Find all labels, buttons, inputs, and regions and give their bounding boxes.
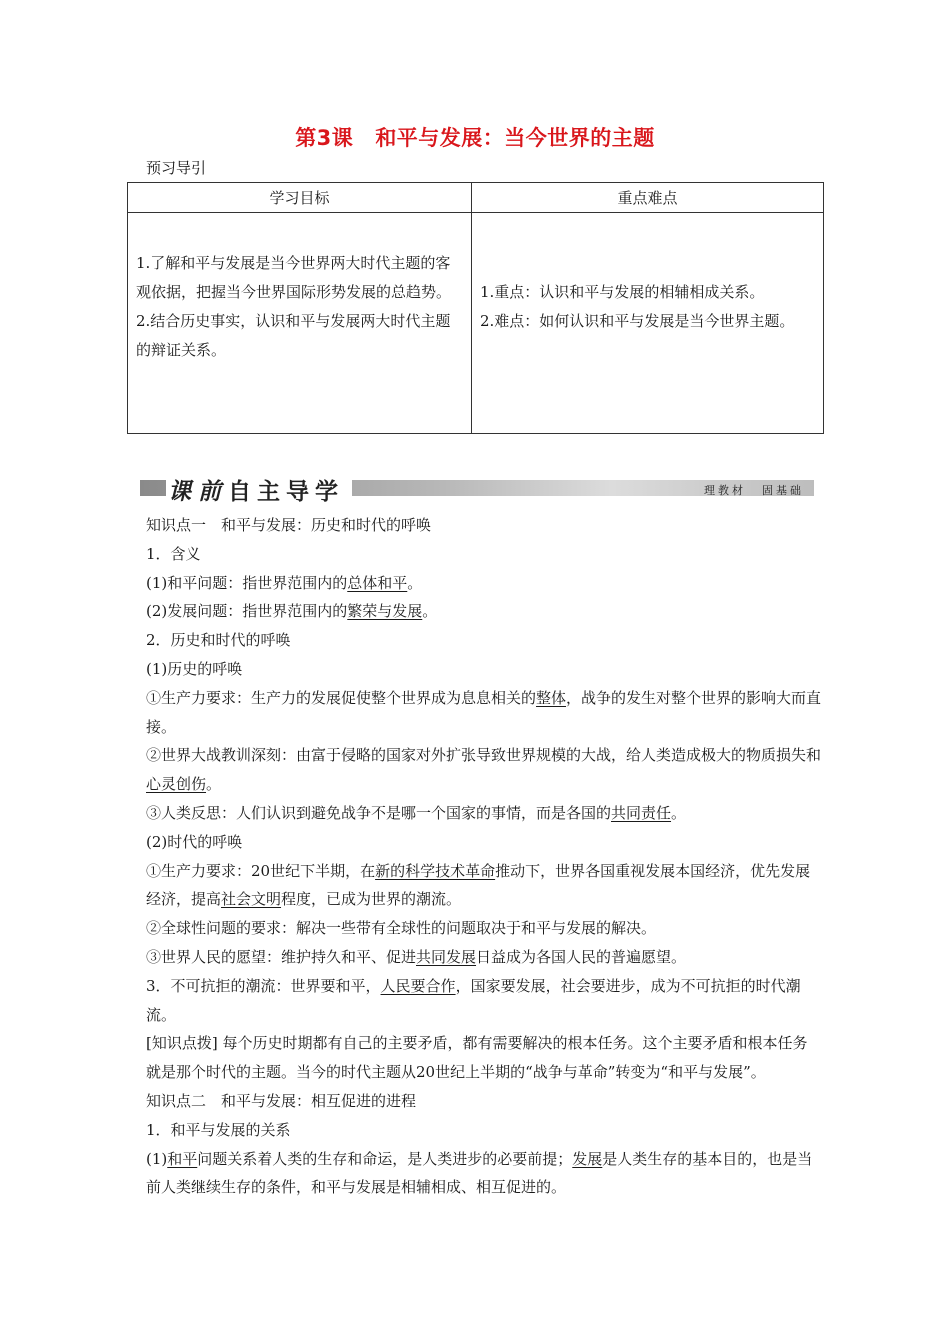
paragraph: ②全球性问题的要求：解决一些带有全球性的问题取决于和平与发展的解决。 (146, 919, 657, 938)
goals-table (127, 182, 824, 434)
key-term: 新的科学技术革命 (375, 861, 496, 880)
key-term: 共同发展 (416, 947, 477, 966)
subheading: 1．含义 (146, 544, 201, 563)
paragraph: ②世界大战教训深刻：由富于侵略的国家对外扩张导致世界规模的大战，给人类造成极大的物质损失和心灵创伤。 (146, 746, 822, 794)
key-point-item: 2.难点：如何认识和平与发展是当今世界主题。 (480, 312, 795, 330)
paragraph: (2)发展问题：指世界范围内的繁荣与发展。 (146, 602, 438, 621)
subheading: (2)时代的呼唤 (146, 832, 243, 851)
goal-item: 1.了解和平与发展是当今世界两大时代主题的客观依据，把握当今世界国际形势发展的总趋势。 (136, 254, 452, 301)
key-term: 总体和平 (347, 573, 408, 592)
goals-header: 学习目标 (128, 183, 472, 213)
subheading: 2．历史和时代的呼唤 (146, 631, 291, 650)
knowledge-point-title: 知识点二 和平与发展：相互促进的进程 (146, 1091, 417, 1110)
key-term: 整体 (536, 688, 567, 707)
key-point-item: 1.重点：认识和平与发展的相辅相成关系。 (480, 283, 765, 301)
lesson-body (146, 511, 822, 1202)
paragraph: (1)和平问题：指世界范围内的总体和平。 (146, 573, 423, 592)
key-term: 繁荣与发展 (347, 602, 423, 621)
key-points-header: 重点难点 (472, 183, 824, 213)
paragraph: ③世界人民的愿望：维护持久和平、促进共同发展日益成为各国人民的普遍愿望。 (146, 947, 687, 966)
banner-tagline: 理教材 固基础 (704, 484, 804, 497)
key-points-cell (472, 213, 824, 434)
knowledge-point-title: 知识点一 和平与发展：历史和时代的呼唤 (146, 516, 432, 534)
banner-heading: 课前自主导学 (166, 473, 352, 506)
paragraph: ①生产力要求：生产力的发展促使整个世界成为息息相关的整体，战争的发生对整个世界的影响大而直接。 (146, 688, 822, 736)
section-banner (140, 473, 814, 503)
lesson-title: 第3课 和平与发展：当今世界的主题 (295, 126, 655, 150)
key-term: 心灵创伤 (146, 775, 207, 794)
key-term: 共同责任 (611, 803, 672, 822)
knowledge-tip: [知识点拨] 每个历史时期都有自己的主要矛盾，都有需要解决的根本任务。这个主要矛盾和根本任务就是那个时代的主题。当今的时代主题从20世纪上半期的“战争与革命”转变为“和平与发展”。 (146, 1034, 808, 1082)
paragraph: ③人类反思：人们认识到避免战争不是哪一个国家的事情，而是各国的共同责任。 (146, 803, 687, 822)
key-term: 社会文明 (221, 890, 282, 909)
subheading: 1．和平与发展的关系 (146, 1120, 291, 1139)
preview-guide-label: 预习导引 (146, 159, 207, 177)
paragraph: (1)和平问题关系着人类的生存和命运，是人类进步的必要前提；发展是人类生存的基本目的，也是当前人类继续生存的条件，和平与发展是相辅相成、相互促进的。 (146, 1149, 813, 1197)
paragraph: 3．不可抗拒的潮流：世界要和平，人民要合作，国家要发展，社会要进步，成为不可抗拒的时代潮流。 (146, 976, 801, 1024)
key-term: 人民要合作 (380, 976, 456, 995)
key-term: 发展 (572, 1149, 603, 1168)
paragraph: ①生产力要求：20世纪下半期，在新的科学技术革命推动下，世界各国重视发展本国经济，优先发展经济，提高社会文明程度，已成为世界的潮流。 (146, 861, 811, 909)
subheading: (1)历史的呼唤 (146, 659, 243, 678)
goal-item: 2.结合历史事实，认识和平与发展两大时代主题的辩证关系。 (136, 312, 451, 359)
key-term: 和平 (167, 1149, 198, 1168)
goals-cell (128, 213, 472, 434)
